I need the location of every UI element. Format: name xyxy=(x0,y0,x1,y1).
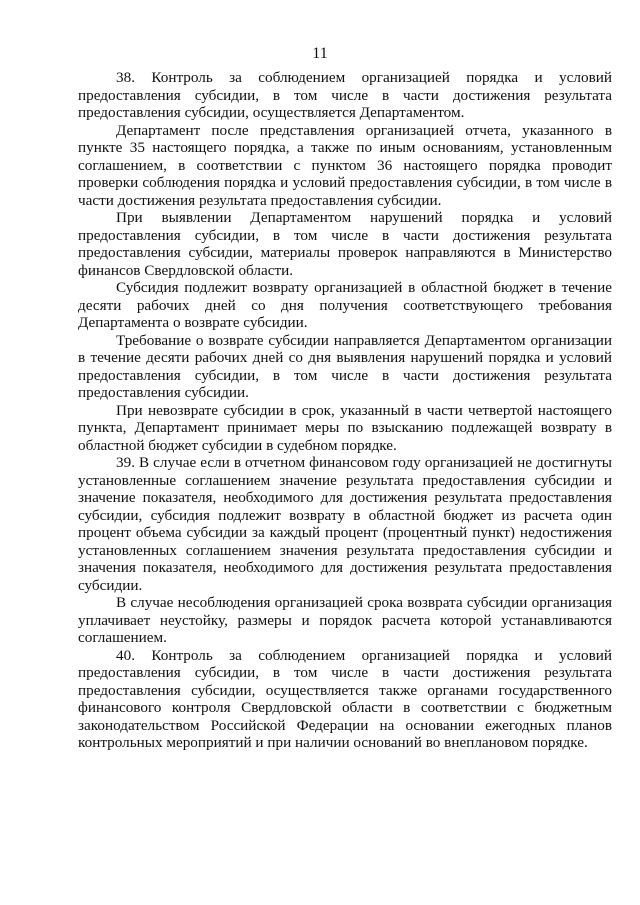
paragraph-38: 38. Контроль за соблюдением организацией порядка и условий предоставления субсидии, в том числе в части достижения результата предоставления субсидии, осуществляется Департаментом. xyxy=(78,69,612,121)
paragraph-refund-request: Требование о возврате субсидии направляется Департаментом организации в течение десяти рабочих дней со дня выявления нарушений порядка и условий предоставления субсидии, в том числе в части достижения результата предоставления субсидии. xyxy=(78,331,612,401)
paragraph-violations-reporting: При выявлении Департаментом нарушений порядка и условий предоставления субсидии, в том числе в части достижения результата предоставления субсидии, материалы проверок направляются в Министерство финансов Свердловской области. xyxy=(78,209,612,279)
paragraph-court-recovery: При невозврате субсидии в срок, указанный в части четвертой настоящего пункта, Департамент принимает меры по взысканию подлежащей возврату в областной бюджет субсидии в судебном порядке. xyxy=(78,401,612,454)
paragraph-penalty: В случае несоблюдения организацией срока возврата субсидии организация уплачивает неустойку, размеры и порядок расчета которой устанавливаются соглашением. xyxy=(78,594,612,646)
paragraph-40: 40. Контроль за соблюдением организацией порядка и условий предоставления субсидии, в том числе в части достижения результата предоставления субсидии, осуществляется также органами государственного финансового контроля Свердловской области в соответствии с бюджетным законодательством Российской Федерации на основании ежегодных планов контрольных мероприятий и при наличии оснований во внеплановом порядке. xyxy=(78,646,612,751)
document-body xyxy=(78,69,612,752)
paragraph-department-inspections: Департамент после представления организацией отчета, указанного в пункте 35 настоящего порядка, а также по иным основаниям, установленным соглашением, в соответствии с пунктом 36 настоящего порядка проводит проверки соблюдения порядка и условий предоставления субсидии, в том числе в части достижения результата предоставления субсидии. xyxy=(78,121,612,209)
page-number: 11 xyxy=(312,45,328,62)
paragraph-39: 39. В случае если в отчетном финансовом году организацией не достигнуты установленные соглашением значение результата предоставления субсидии и значение показателя, необходимого для достижения результата предоставления субсидии, субсидия подлежит возврату в областной бюджет из расчета один процент объема субсидии за каждый процент (процентный пункт) недостижения установленных соглашением значения результата предоставления субсидии и значения показателя, необходимого для достижения результата предоставления субсидии. xyxy=(78,454,612,594)
paragraph-refund-deadline: Субсидия подлежит возврату организацией в областной бюджет в течение десяти рабочих дней со дня получения соответствующего требования Департамента о возврате субсидии. xyxy=(78,279,612,331)
